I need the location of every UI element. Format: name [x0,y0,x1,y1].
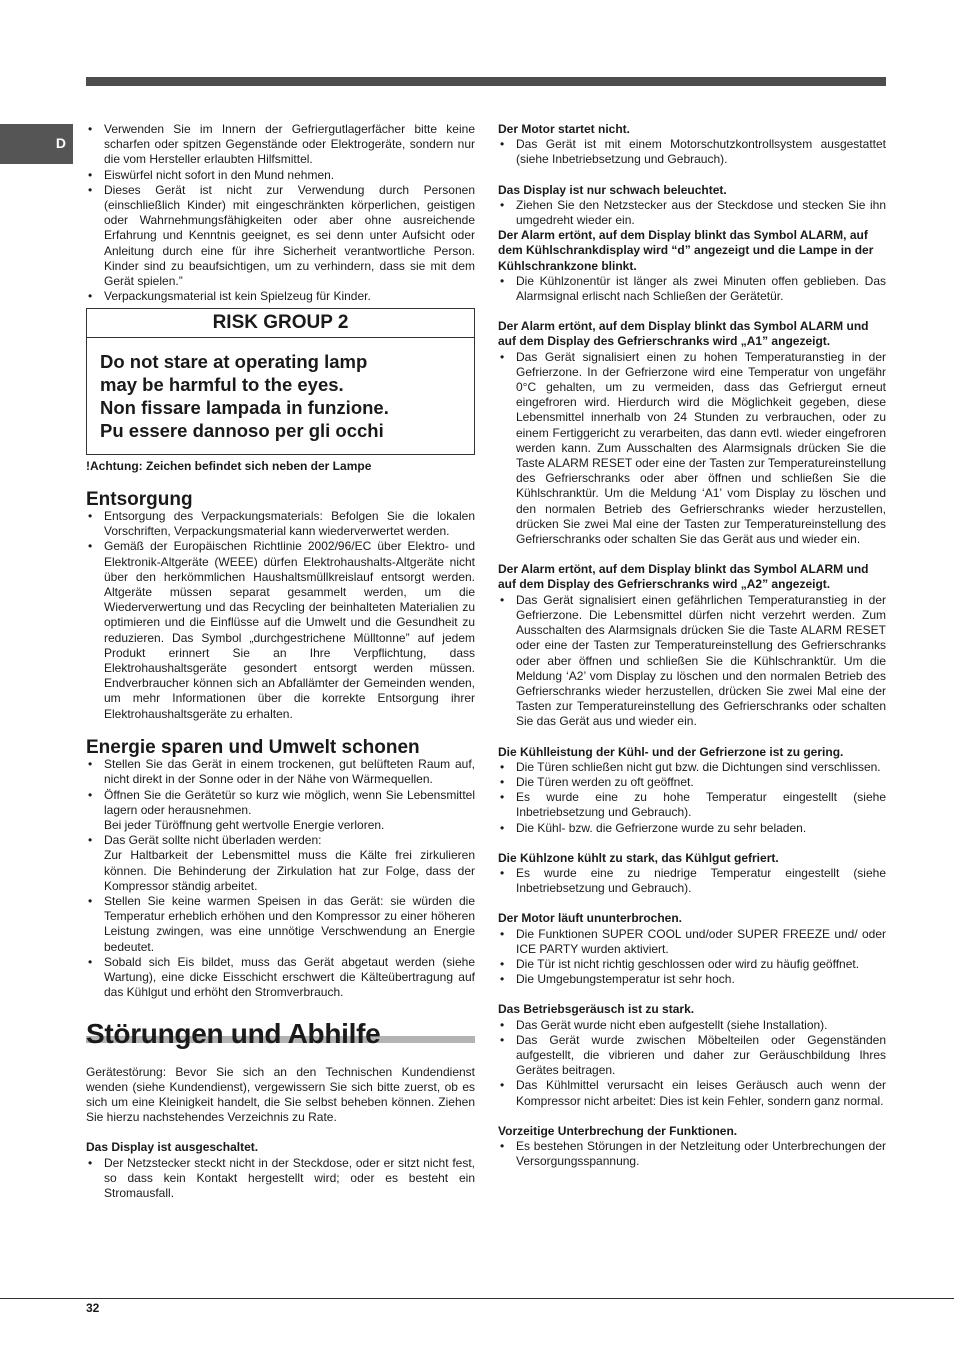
list-item: • Die Türen schließen nicht gut bzw. die Dichtungen sind verschlissen. [498,760,886,775]
list-item: • Das Gerät wurde zwischen Möbelteilen oder Gegenständen aufgestellt, die vibrieren und daher zur Geräuschbildung Ihres Gerätes beitragen. [498,1033,886,1079]
issue-list [498,137,886,167]
list-item: • Das Gerät ist mit einem Motorschutzkontrollsystem ausgestattet (siehe Inbetriebsetzung und Gebrauch). [498,137,886,167]
issue-title: Vorzeitige Unterbrechung der Funktionen. [498,1123,738,1138]
list-item: • Der Netzstecker steckt nicht in der Steckdose, oder er sitzt nicht fest, so dass kein Kontakt hergestellt wird; oder es besteht ein Stromausfall. [86,1156,475,1202]
list-item: • Gemäß der Europäischen Richtlinie 2002/96/EC über Elektro- und Elektronik-Altgeräte (WEEE) dürfen Elektrohaushalts-Altgeräte nicht über den herkömmlichen Haushaltsmüllkreislauf entsorgt werden. Altgeräte müssen separat gesammelt werden, um die Wiederverwertung und das Recycling der beinhalteten Materialien zu optimieren und die Einflüsse auf die Umwelt und die Gesundheit zu reduzieren. Das Symbol „durchgestrichene Mülltonne” auf jedem Produkt erinnert Sie an Ihre Verpflichtung, dass Elektrohaushaltsgeräte gesondert entsorgt werden müssen. Endverbraucher können sich an Abfallämter der Gemeinden wenden, um mehr Informationen über die korrekte Entsorgung ihrer Elektrohaushaltsgeräte zu erhalten. [86,539,475,721]
list-item: • Stellen Sie das Gerät in einem trockenen, gut belüfteten Raum auf, nicht direkt in der Sonne oder in der Nähe von Wärmequellen. [86,757,475,787]
list-item: • Stellen Sie keine warmen Speisen in das Gerät: sie würden die Temperatur erheblich erhöhen und den Kompressor zu einer höheren Leistung zwingen, was eine unnötige Verschwendung an Energie bedeutet. [86,894,475,955]
issue-title: Die Kühlzone kühlt zu stark, das Kühlgut gefriert. [498,850,779,865]
issue-title: Das Display ist ausgeschaltet. [86,1140,259,1155]
risk-line: Pu essere dannoso per gli occhi [100,419,384,441]
list-item: • Verpackungsmaterial ist kein Spielzeug für Kinder. [86,289,475,304]
issue-title: Der Alarm ertönt, auf dem Display blinkt das Symbol ALARM und auf dem Display des Gefrierschranks wird „A2” angezeigt. [498,562,869,592]
list-item: Bei jeder Türöffnung geht wertvolle Energie verloren. [104,817,385,832]
issue-list [498,1018,886,1109]
issue-list [86,1156,475,1202]
safety-list [86,122,475,304]
list-item: • Die Umgebungstemperatur ist sehr hoch. [498,972,886,987]
issue-list [498,350,886,548]
issue-title: Der Motor startet nicht. [498,122,631,136]
issue-title: Der Alarm ertönt, auf dem Display blinkt das Symbol ALARM, auf dem Kühlschrankdisplay wird “d” angezeigt und die Lampe in der Kühlschrankzone blinkt. [498,228,874,273]
risk-line: Do not stare at operating lamp [100,350,368,372]
list-item: • Es wurde eine zu niedrige Temperatur eingestellt (siehe Inbetriebsetzung und Gebrauch). [498,866,886,896]
entsorgung-list [86,509,475,722]
list-item: • Sobald sich Eis bildet, muss das Gerät abgetaut werden (siehe Wartung), eine dicke Eisschicht erschwert die Kälteübertragung auf das Kühlgut und erhöht den Stromverbrauch. [86,955,475,1001]
issue-title: Der Alarm ertönt, auf dem Display blinkt das Symbol ALARM und auf dem Display des Gefrierschranks wird „A1” angezeigt. [498,319,869,349]
stoerungen-intro: Gerätestörung: Bevor Sie sich an den Technischen Kundendienst wenden (siehe Kundendienst), vergewissern Sie sich bitte zuerst, ob es sich um eine Kleinigkeit handelt, die Sie selbst beheben können. Ziehen Sie hierzu nachstehendes Verzeichnis zu Rate. [86,1064,475,1125]
list-item: • Das Gerät signalisiert einen gefährlichen Temperaturanstieg in der Gefrierzone. Die Lebensmittel dürfen nicht verzehrt werden. Zum Ausschalten des Alarmsignals drücken Sie die Taste ALARM RESET oder eine der Tasten zur Temperatureinstellung des Gefrierschranks oder aber öffnen und schließen Sie die Kühlschranktür. Um die Meldung ‘A2’ vom Display zu löschen und den normalen Betrieb des Gefrierschranks wieder herzustellen, drücken Sie zwei Mal eine der Tasten zur Temperatureinstellung des Gefrierschranks oder schalten Sie das Gerät aus und wieder ein. [498,593,886,730]
issue-title: Der Motor läuft ununterbrochen. [498,911,682,926]
list-item: • Ziehen Sie den Netzstecker aus der Steckdose und stecken Sie ihn umgedreht wieder ein. [498,198,886,228]
issue-list [498,866,886,896]
list-item: • Verwenden Sie im Innern der Gefriergutlagerfächer bitte keine scharfen oder spitzen Gegenstände oder Elektrogeräte, sondern nur die vom Hersteller erlaubten Hilfsmittel. [86,122,475,168]
list-item: • Die Tür ist nicht richtig geschlossen oder wird zu häufig geöffnet. [498,957,886,972]
list-item: • Die Kühlzonentür ist länger als zwei Minuten offen geblieben. Das Alarmsignal erlischt nach Schließen der Gerätetür. [498,274,886,304]
section-title-energie: Energie sparen und Umwelt schonen [86,736,420,758]
list-item: • Die Türen werden zu oft geöffnet. [498,775,886,790]
chapter-title: Störungen und Abhilfe [86,1018,381,1050]
risk-group-title: RISK GROUP 2 [87,309,474,337]
list-item: • Das Gerät wurde nicht eben aufgestellt (siehe Installation). [498,1018,886,1033]
language-tab [0,124,73,164]
issue-title: Das Betriebsgeräusch ist zu stark. [498,1002,695,1017]
list-item: • Es bestehen Störungen in der Netzleitung oder Unterbrechungen der Versorgungsspannung. [498,1139,886,1169]
list-item: • Dieses Gerät ist nicht zur Verwendung durch Personen (einschließlich Kinder) mit eingeschränkten körperlichen, geistigen oder Wahrnehmungsfähigkeiten oder aber ohne ausreichende Erfahrung und Kenntnis geeignet, es sei denn unter Aufsicht oder Anleitung durch eine für ihre Sicherheit verantwortliche Person. Kinder sind zu beaufsichtigen, um zu verhindern, dass sie mit dem Gerät spielen.” [86,183,475,289]
list-item: • Eiswürfel nicht sofort in den Mund nehmen. [86,168,475,183]
section-title-entsorgung: Entsorgung [86,488,193,510]
header-rule [86,77,886,86]
issue-list [498,760,886,836]
risk-line: Non fissare lampada in funzione. [100,396,389,418]
list-item: • Das Kühlmittel verursacht ein leises Geräusch auch wenn der Kompressor nicht arbeitet: Dies ist kein Fehler, sondern ganz normal. [498,1078,886,1108]
issue-title: Die Kühlleistung der Kühl- und der Gefrierzone ist zu gering. [498,744,844,759]
left-column [86,122,475,1201]
footer-rule [0,1298,954,1299]
list-item: • Die Funktionen SUPER COOL und/oder SUPER FREEZE und/ oder ICE PARTY wurden aktiviert. [498,927,886,957]
risk-line: may be harmful to the eyes. [100,373,344,395]
risk-group-warning [87,338,474,454]
right-column [498,122,886,1169]
list-item: • Entsorgung des Verpackungsmaterials: Befolgen Sie die lokalen Vorschriften, Verpackungsmaterial kann wiederverwertet werden. [86,509,475,539]
issue-list [498,593,886,730]
risk-group-box [86,308,475,454]
list-item: • Das Gerät signalisiert einen zu hohen Temperaturanstieg in der Gefrierzone. In der Gefrierzone wird eine Temperatur von ungefähr 0°C gehalten, um zu vermeiden, dass das Gefriergut erneut eingefroren wird. Hierdurch wird die Möglichkeit gegeben, diese Lebensmittel innerhalb von 24 Stunden zu verbrauchen, oder zu einem Fertiggericht zu verarbeiten, das dann evtl. wieder eingefroren werden kann. Zum Ausschalten des Alarmsignals drücken Sie die Taste ALARM RESET oder eine der Tasten zur Temperatureinstellung des Gefrierschranks oder aber öffnen und schließen Sie die Kühlschranktür. Um die Meldung ‘A1’ vom Display zu löschen und den normalen Betrieb des Gefrierschranks wieder herzustellen, drücken Sie zwei Mal eine der Tasten zur Temperatureinstellung des Gefrierschranks oder schalten Sie das Gerät aus und wieder ein. [498,350,886,548]
issue-list [498,198,886,228]
lamp-warning: !Achtung: Zeichen befindet sich neben der Lampe [86,458,372,473]
language-tab-label: D [55,135,66,151]
issue-list [498,274,886,304]
list-item: • Öffnen Sie die Gerätetür so kurz wie möglich, wenn Sie Lebensmittel lagern oder herausnehmen. [86,788,475,818]
page-number: 32 [86,1301,100,1315]
list-item: Zur Haltbarkeit der Lebensmittel muss die Kälte frei zirkulieren können. Die Behinderung der Zirkulation hat zur Folge, dass der Kompressor ständig arbeitet. [104,848,475,893]
issue-list [498,1139,886,1169]
list-item: • Das Gerät sollte nicht überladen werden: [86,833,475,848]
issue-title: Das Display ist nur schwach beleuchtet. [498,182,727,197]
list-item: • Die Kühl- bzw. die Gefrierzone wurde zu sehr beladen. [498,821,886,836]
list-item: • Es wurde eine zu hohe Temperatur eingestellt (siehe Inbetriebsetzung und Gebrauch). [498,790,886,820]
issue-list [498,927,886,988]
energie-list [86,757,475,1000]
